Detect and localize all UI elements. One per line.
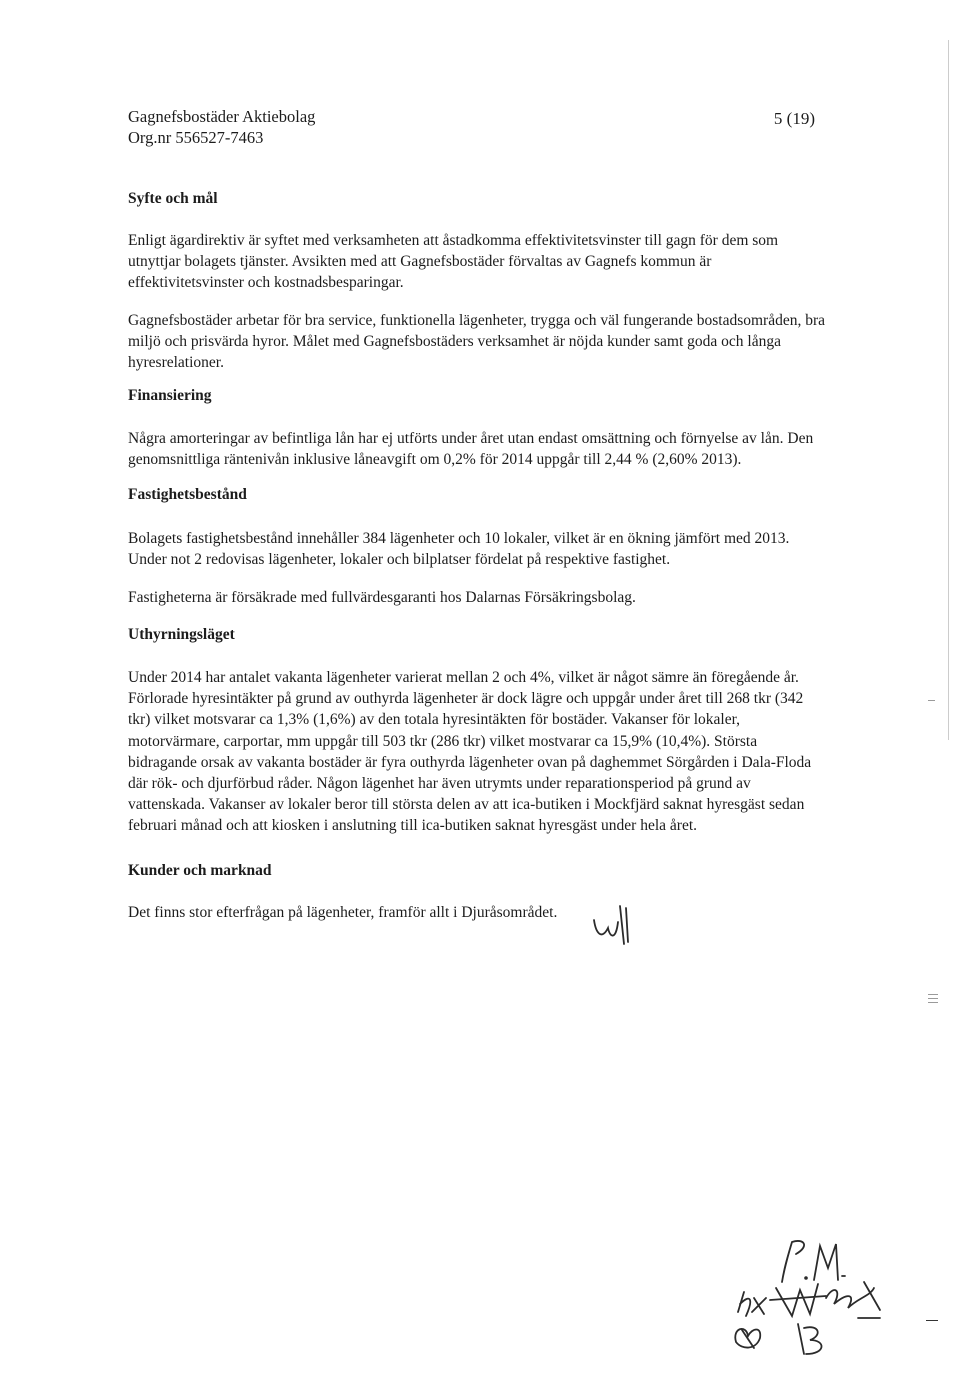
handwritten-signatures <box>730 1232 900 1362</box>
paragraph-fastighetsbestand-2: Fastigheterna är försäkrade med fullvärdesgaranti hos Dalarnas Försäkringsbolag. <box>128 589 636 606</box>
heading-fastighetsbestand: Fastighetsbestånd <box>128 486 247 503</box>
paragraph-kunder: Det finns stor efterfrågan på lägenheter, framför allt i Djuråsområdet. <box>128 904 558 921</box>
paragraph-finansiering: Några amorteringar av befintliga lån har ej utförts under året utan endast omsättning och förnyelse av lån. Den genomsnittliga räntenivån inklusive låneavgift om 0,2% för 2014 uppgår till 2,44 % (2,60% 2013). <box>128 430 814 469</box>
paragraph-fastighetsbestand-1: Bolagets fastighetsbestånd innehåller 384 lägenheter och 10 lokaler, vilket är en ökning jämfört med 2013. Under not 2 redovisas lägenheter, lokaler och bilplatser fördelat på respektive fastighet. <box>128 530 790 569</box>
handwritten-initials-mid <box>588 898 638 948</box>
paragraph-syfte-2: Gagnefsbostäder arbetar för bra service, funktionella lägenheter, trygga och väl fungerande bostadsområden, bra miljö och prisvärda hyror. Målet med Gagnefsbostäders verksamhet är nöjda kunder samt goda och långa hyresrelationer. <box>128 312 826 372</box>
paragraph-syfte-1: Enligt ägardirektiv är syftet med verksamheten att åstadkomma effektivitetsvinster till gagn för dem som utnyttjar bolagets tjänster. Avsikten med att Gagnefsbostäder förvaltas av Gagnefs kommun är effektivitetsvinster och kostnadsbesparingar. <box>128 232 779 292</box>
heading-syfte: Syfte och mål <box>128 190 218 207</box>
paragraph-uthyrningslaget: Under 2014 har antalet vakanta lägenheter varierat mellan 2 och 4%, vilket är något sämre än föregående år. Förlorade hyresintäkter på grund av outhyrda lägenheter är dock lägre och uppgår under året till 268 tkr (342 tkr) vilket motsvarar ca 1,3% (1,6%) av den totala hyresintäkten för bostäder. Vakanser för lokaler, motorvärmare, carportar, mm uppgår till 503 tkr (286 tkr) vilket mostvarar ca 15,9% (10,4%). Största bidragande orsak av vakanta bostäder är fyra outhyrda lägenheter ovan på daghemmet Sörgården i Dala-Floda där rök- och djurförbud råder. Någon lägenhet har även utrymts under reparationsperiod på grund av vattenskada. Vakanser av lokaler beror till största delen av att ica-butiken i Mockfjärd saknat hyresgäst sedan februari månad och att kiosken i anslutning till ica-butiken saknat hyresgäst under hela året. <box>128 669 812 835</box>
heading-kunder: Kunder och marknad <box>128 862 272 879</box>
document-header <box>128 106 315 148</box>
company-name: Gagnefsbostäder Aktiebolag <box>128 107 316 126</box>
scan-mark <box>928 1002 938 1003</box>
heading-finansiering: Finansiering <box>128 387 212 404</box>
scan-mark <box>926 1320 938 1321</box>
heading-uthyrningslaget: Uthyrningsläget <box>128 626 235 643</box>
org-number: Org.nr 556527-7463 <box>128 128 264 147</box>
scan-edge-line <box>948 40 949 740</box>
scan-mark <box>928 994 938 995</box>
page-number: 5 (19) <box>773 109 815 128</box>
scan-mark <box>928 998 938 999</box>
scan-mark <box>928 700 935 701</box>
